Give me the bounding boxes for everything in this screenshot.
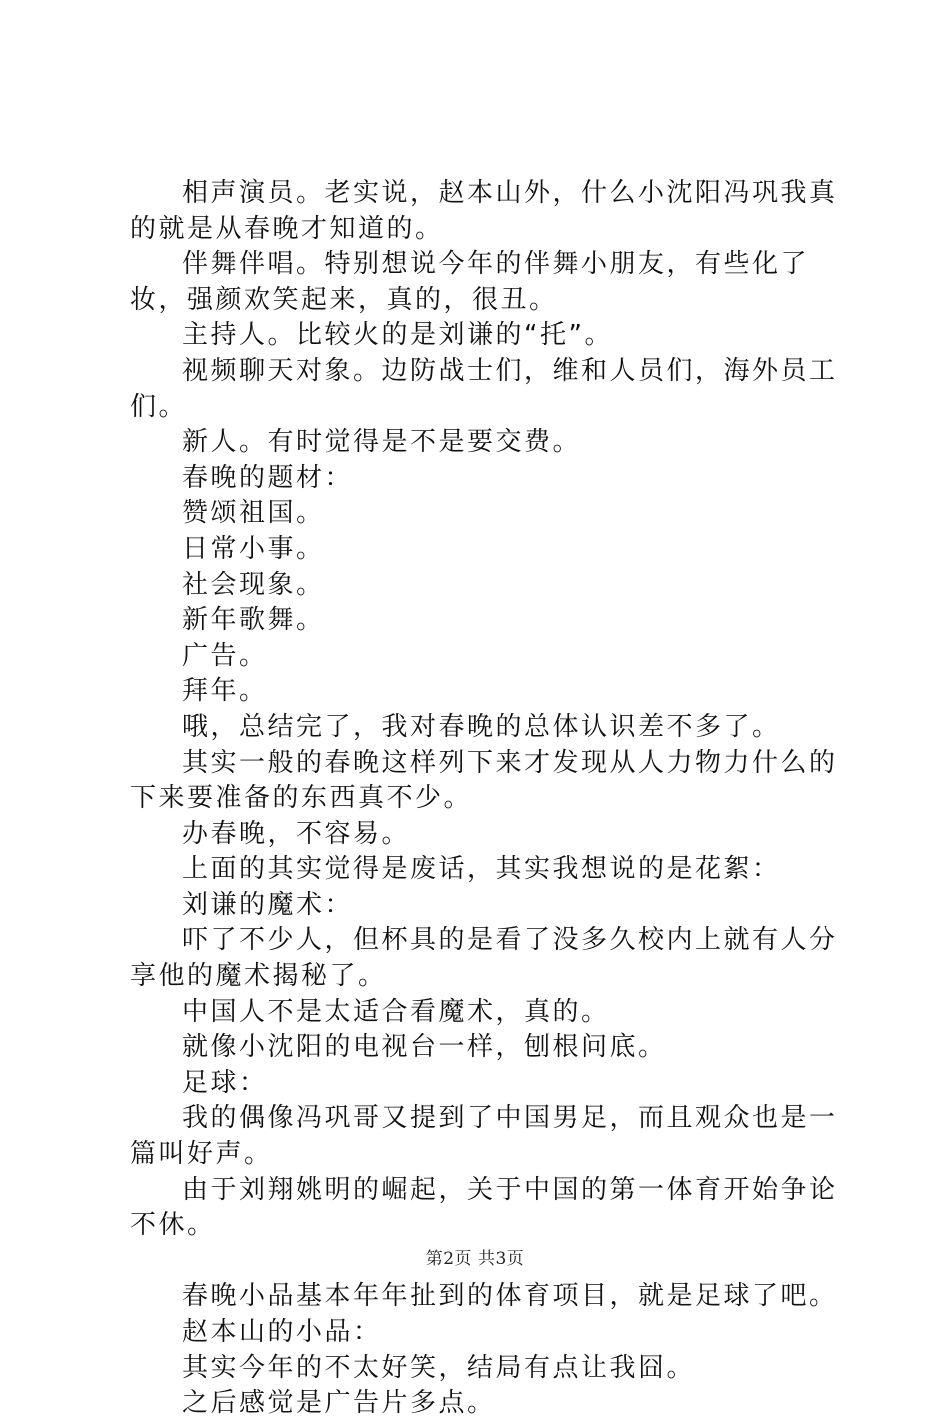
paragraph-19: 就像小沈阳的电视台一样，刨根问底。 bbox=[182, 1032, 667, 1063]
paragraph-1: 伴舞伴唱。特别想说今年的伴舞小朋友，有些化了妆，强颜欢笑起来，真的，很丑。 bbox=[130, 249, 810, 315]
page-footer bbox=[0, 1244, 950, 1269]
paragraph-5: 春晚的题材： bbox=[182, 462, 354, 493]
paragraph-21: 我的偶像冯巩哥又提到了中国男足，而且观众也是一篇叫好声。 bbox=[130, 1103, 838, 1170]
paragraph-10: 广告。 bbox=[182, 640, 268, 671]
paragraph-24: 春晚小品基本年年扯到的体育项目，就是足球了吧。 bbox=[182, 1281, 838, 1312]
paragraph-9: 新年歌舞。 bbox=[182, 605, 325, 636]
paragraph-18: 中国人不是太适合看魔术，真的。 bbox=[182, 996, 610, 1027]
paragraph-2: 主持人。比较火的是刘谦的“托”。 bbox=[182, 320, 613, 351]
paragraph-27: 之后感觉是广告片多点。 bbox=[182, 1388, 496, 1419]
paragraph-12: 哦，总结完了，我对春晚的总体认识差不多了。 bbox=[182, 711, 781, 742]
paragraph-26: 其实今年的不太好笑，结局有点让我囧。 bbox=[182, 1352, 696, 1383]
page-number-label: 第2页 共3页 bbox=[425, 1249, 525, 1269]
paragraph-8: 社会现象。 bbox=[182, 569, 325, 600]
paragraph-11: 拜年。 bbox=[182, 676, 268, 707]
paragraph-20: 足球： bbox=[182, 1067, 268, 1098]
paragraph-7: 日常小事。 bbox=[182, 533, 325, 564]
paragraph-3: 视频聊天对象。边防战士们，维和人员们，海外员工们。 bbox=[130, 355, 838, 422]
paragraph-4: 新人。有时觉得是不是要交费。 bbox=[182, 427, 582, 458]
paragraph-6: 赞颂祖国。 bbox=[182, 498, 325, 529]
paragraph-0: 相声演员。老实说，赵本山外，什么小沈阳冯巩我真的就是从春晚才知道的。 bbox=[130, 178, 838, 244]
paragraph-22: 由于刘翔姚明的崛起，关于中国的第一体育开始争论不休。 bbox=[130, 1174, 838, 1241]
paragraph-17: 吓了不少人，但杯具的是看了没多久校内上就有人分享他的魔术揭秘了。 bbox=[130, 925, 838, 992]
paragraph-16: 刘谦的魔术： bbox=[182, 889, 354, 920]
document-body bbox=[130, 176, 850, 1422]
paragraph-13: 其实一般的春晚这样列下来才发现从人力物力什么的下来要准备的东西真不少。 bbox=[130, 747, 838, 814]
paragraph-15: 上面的其实觉得是废话，其实我想说的是花絮： bbox=[182, 854, 781, 885]
paragraph-14: 办春晚，不容易。 bbox=[182, 818, 411, 849]
paragraph-25: 赵本山的小品： bbox=[182, 1317, 382, 1347]
